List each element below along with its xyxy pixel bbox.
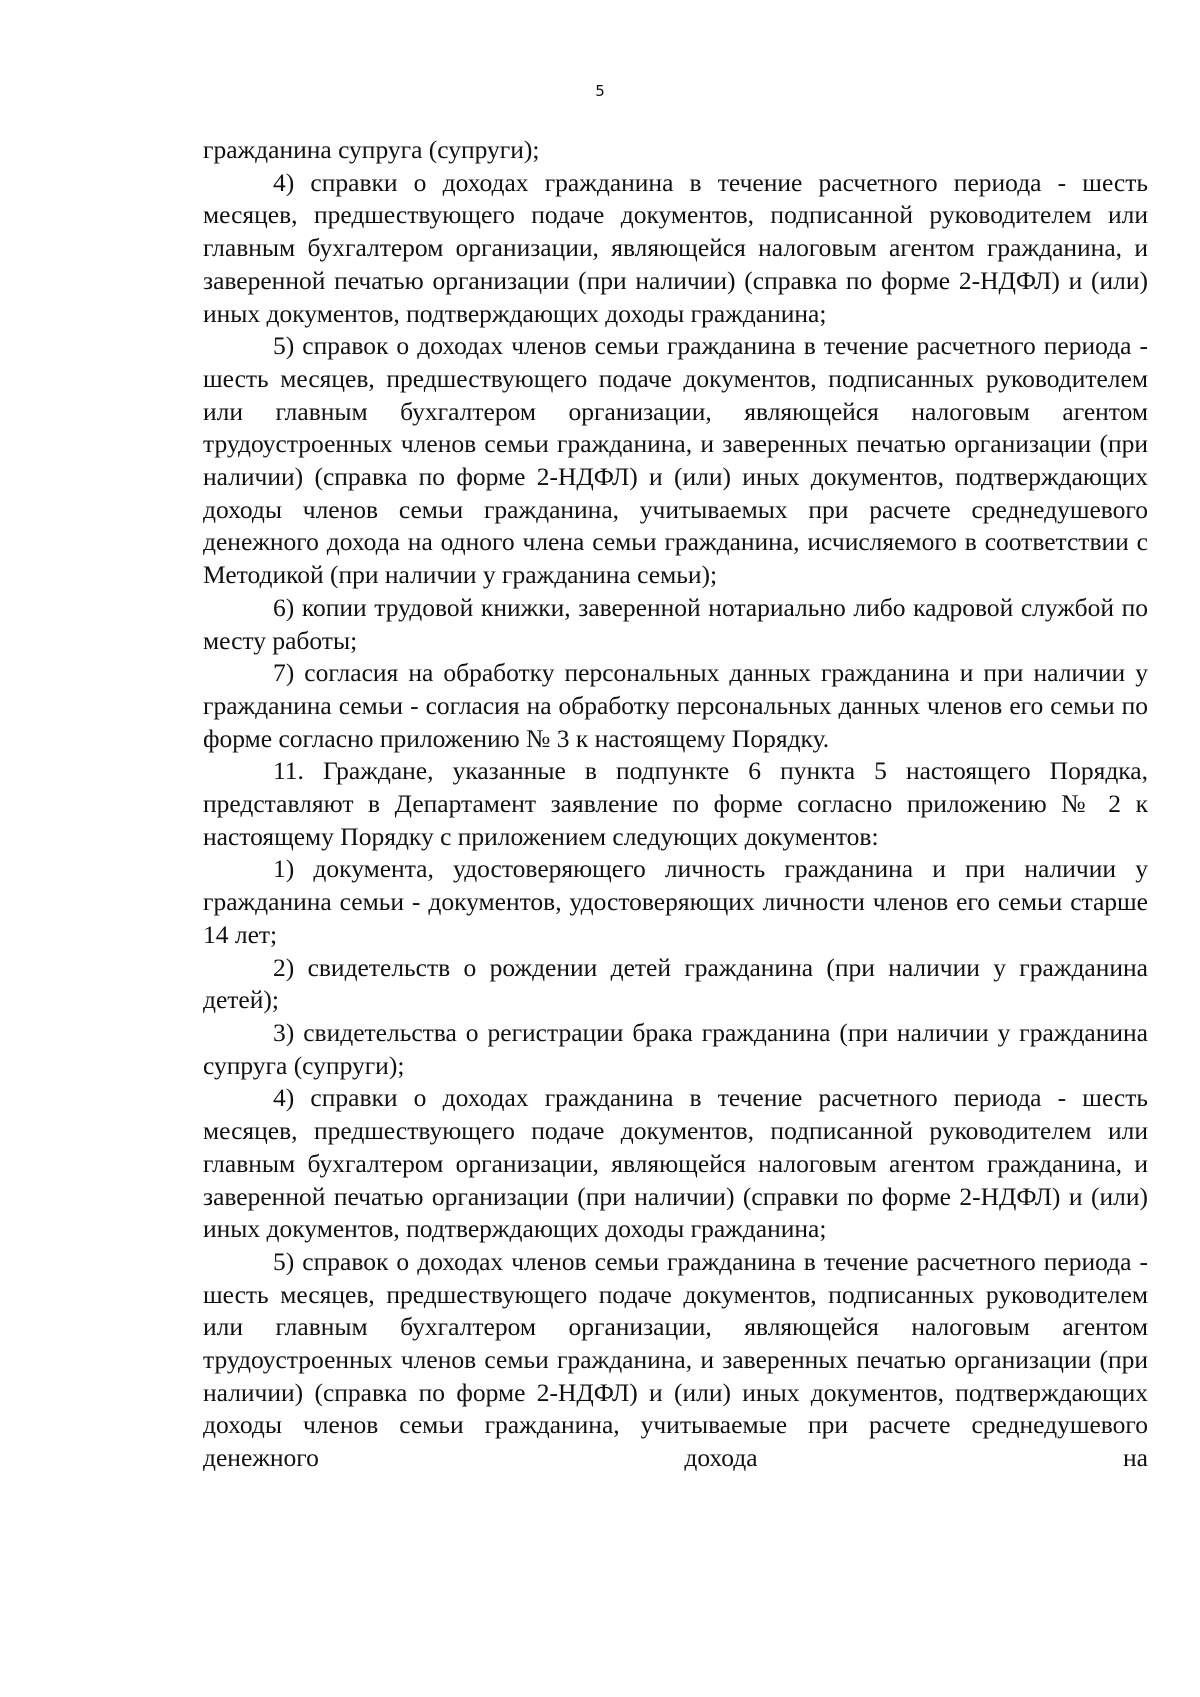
paragraph-item-4-income-citizen-2: 4) справки о доходах гражданина в течение расчетного периода - шесть месяцев, предшествующего подаче документов, подписанной руководителем или главным бухгалтером организации, являющейся налоговым агентом гражданина, и заверенной печатью организации (при наличии) (справки по форме 2-НДФЛ) и (или) иных документов, подтверждающих доходы гражданина; bbox=[203, 1083, 1148, 1244]
paragraph-item-7-consent: 7) согласия на обработку персональных данных гражданина и при наличии у гражданина семьи - согласия на обработку персональных данных членов его семьи по форме согласно приложению № 3 к настоящему Порядку. bbox=[203, 658, 1148, 753]
paragraph-item-1-identity: 1) документа, удостоверяющего личность гражданина и при наличии у гражданина семьи - документов, удостоверяющих личности членов его семьи старше 14 лет; bbox=[203, 854, 1148, 949]
paragraph-item-5-income-family-2: 5) справок о доходах членов семьи гражданина в течение расчетного периода - шесть месяцев, предшествующего подаче документов, подписанных руководителем или главным бухгалтером организации, являющейся налоговым агентом трудоустроенных членов семьи гражданина, и заверенных печатью организации (при наличии) (справка по форме 2-НДФЛ) и (или) иных документов, подтверждающих доходы членов семьи гражданина, учитываемые при расчете среднедушевого денежного дохода на bbox=[203, 1246, 1148, 1473]
paragraph-section-11: 11. Граждане, указанные в подпункте 6 пункта 5 настоящего Порядка, представляют в Департамент заявление по форме согласно приложению № 2 к настоящему Порядку с приложением следующих документов: bbox=[203, 756, 1148, 851]
paragraph-item-3-marriage-certificate: 3) свидетельства о регистрации брака гражданина (при наличии у гражданина супруга (супруги); bbox=[203, 1017, 1148, 1080]
paragraph-item-6-work-book: 6) копии трудовой книжки, заверенной нотариально либо кадровой службой по месту работы; bbox=[203, 592, 1148, 655]
document-body bbox=[203, 134, 1148, 1475]
paragraph-continuation: гражданина супруга (супруги); bbox=[203, 135, 540, 164]
paragraph-item-5-income-family: 5) справок о доходах членов семьи гражданина в течение расчетного периода - шесть месяцев, предшествующего подаче документов, подписанных руководителем или главным бухгалтером организации, являющейся налоговым агентом трудоустроенных членов семьи гражданина, и заверенных печатью организации (при наличии) (справка по форме 2-НДФЛ) и (или) иных документов, подтверждающих доходы членов семьи гражданина, учитываемых при расчете среднедушевого денежного дохода на одного члена семьи гражданина, исчисляемого в соответствии с Методикой (при наличии у гражданина семьи); bbox=[203, 331, 1148, 590]
paragraph-item-4-income-citizen: 4) справки о доходах гражданина в течение расчетного периода - шесть месяцев, предшествующего подаче документов, подписанной руководителем или главным бухгалтером организации, являющейся налоговым агентом гражданина, и заверенной печатью организации (при наличии) (справка по форме 2-НДФЛ) и (или) иных документов, подтверждающих доходы гражданина; bbox=[203, 167, 1148, 328]
page-number: 5 bbox=[595, 82, 605, 100]
paragraph-item-2-birth-certificates: 2) свидетельств о рождении детей гражданина (при наличии у гражданина детей); bbox=[203, 952, 1148, 1015]
